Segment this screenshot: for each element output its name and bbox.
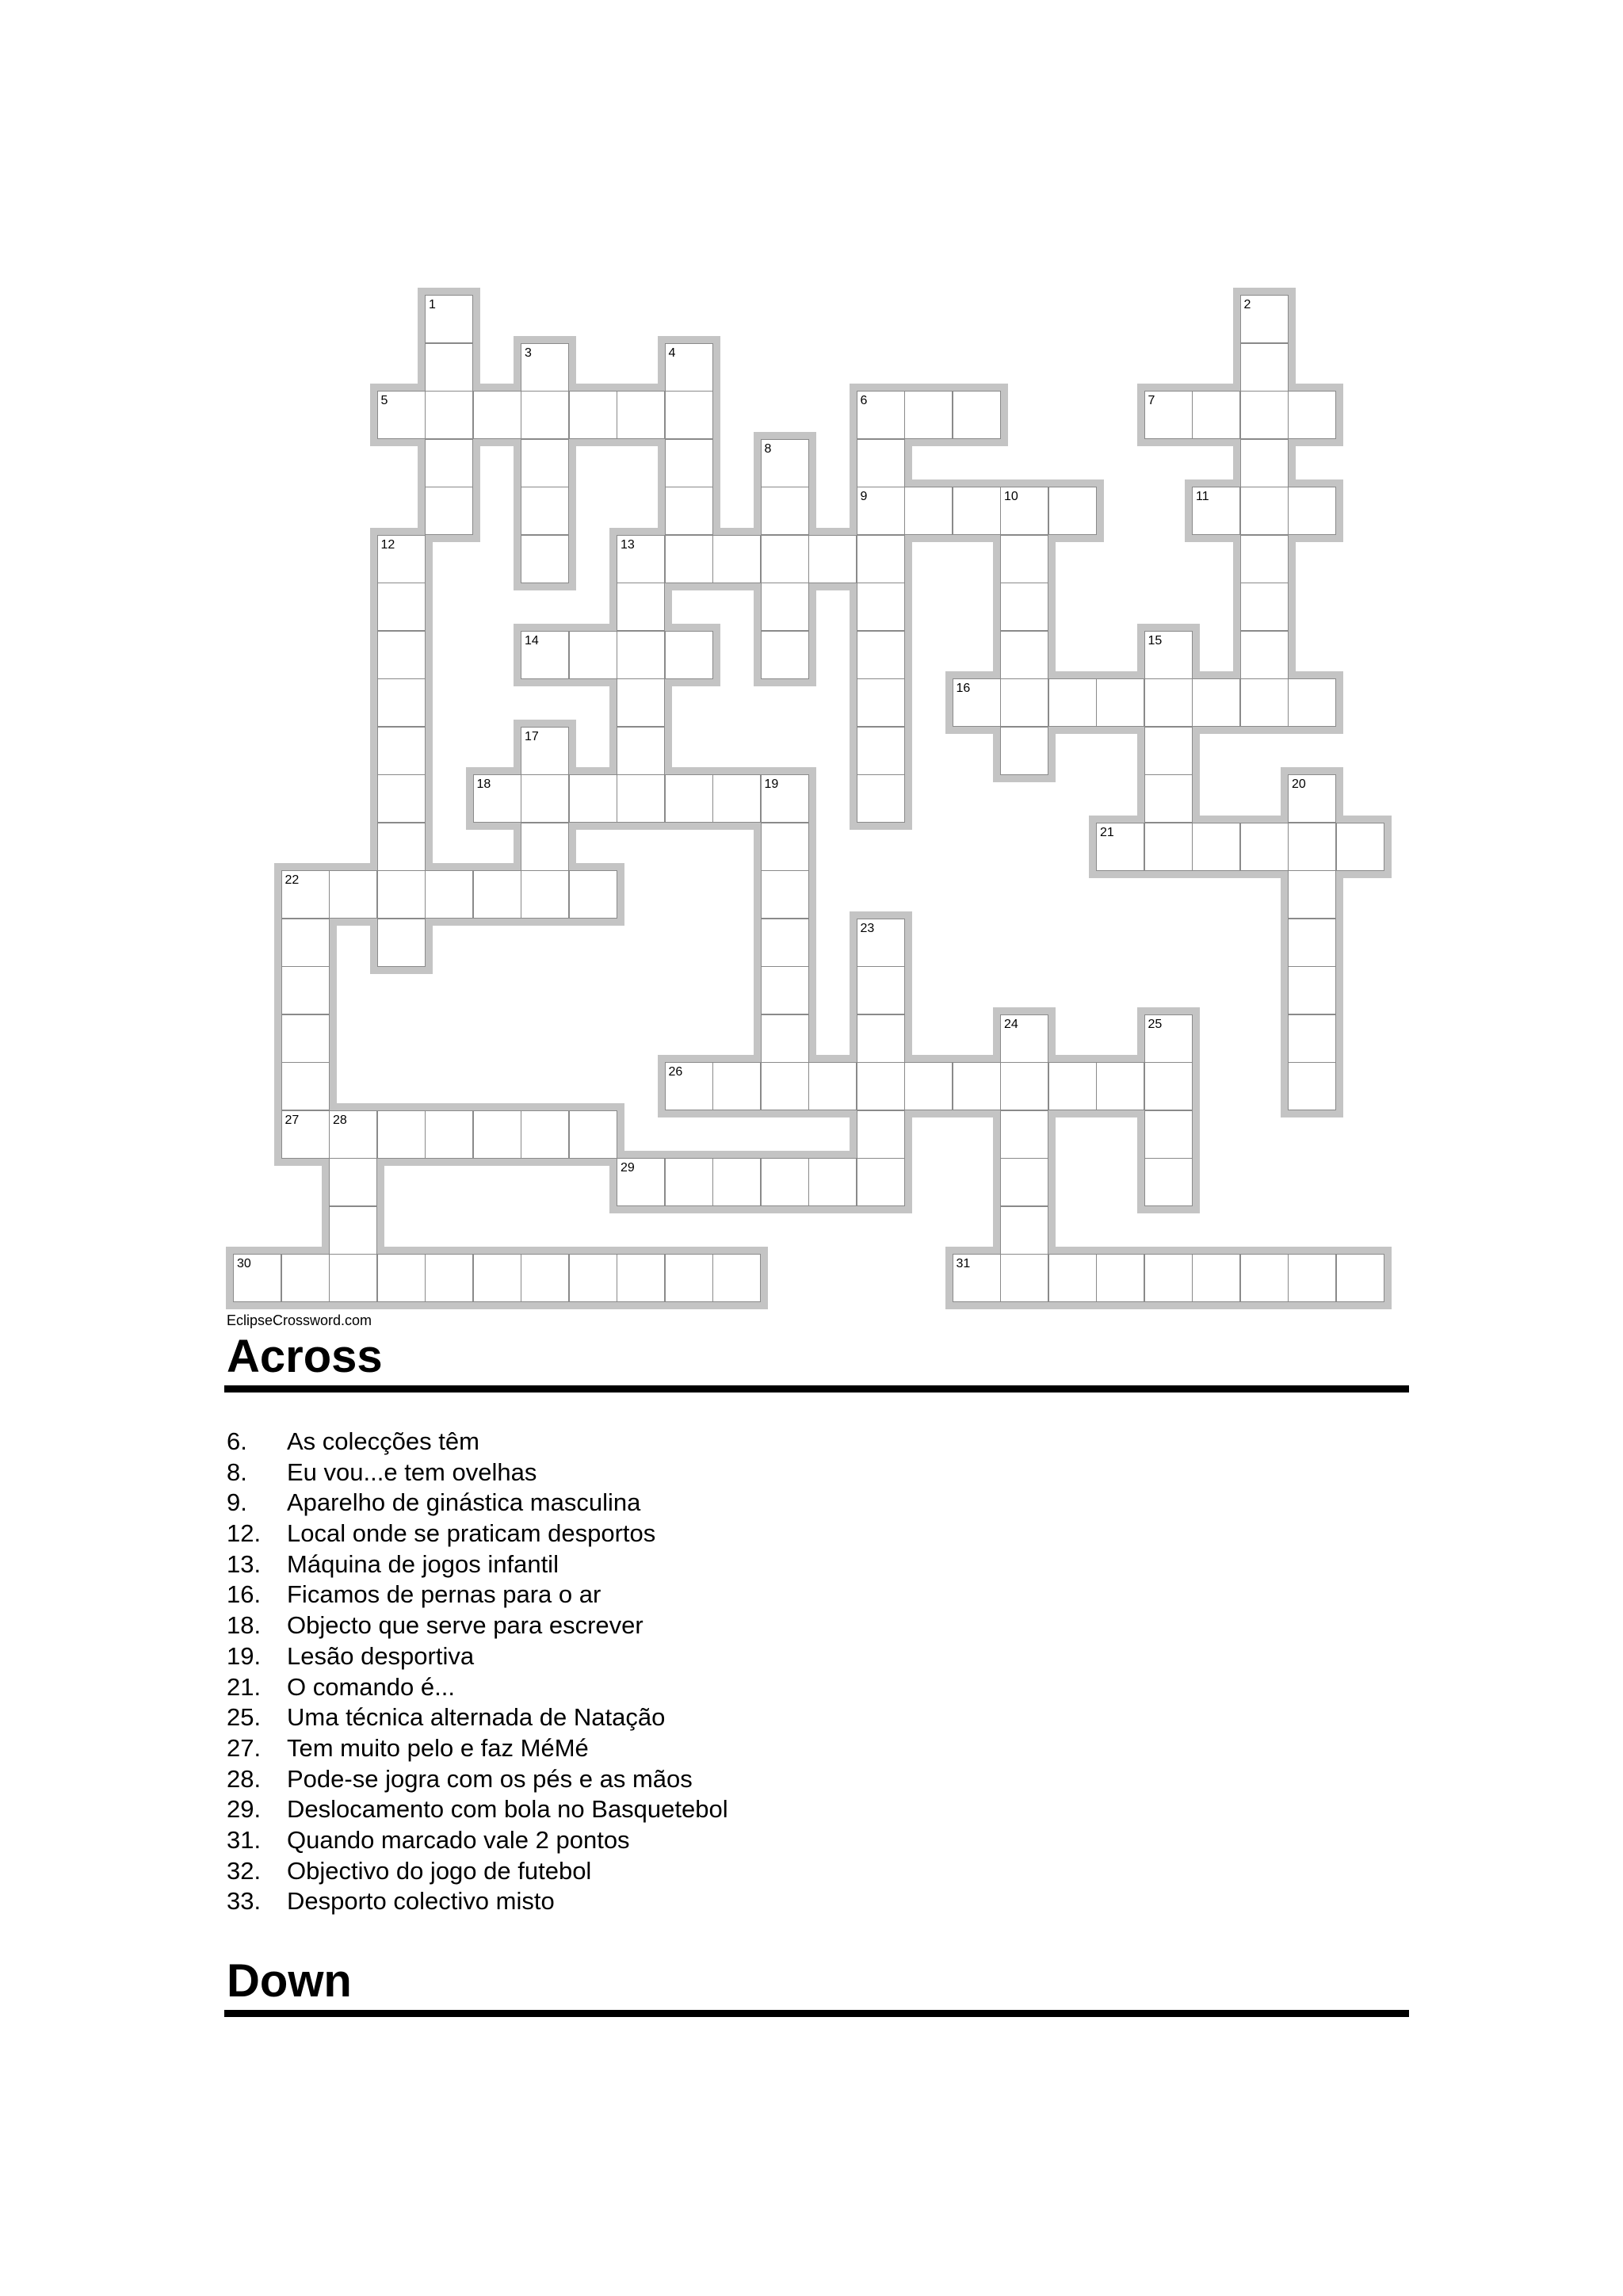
across-clue (227, 1764, 728, 1795)
clue-text: Uma técnica alternada de Natação (287, 1703, 666, 1732)
clue-number-label: 28 (333, 1113, 347, 1127)
grid-cell-face (857, 583, 905, 631)
grid-cell-face (521, 535, 569, 583)
across-clue (227, 1519, 728, 1549)
grid-cell-face (1144, 727, 1193, 775)
grid-cell-face (569, 870, 617, 919)
grid-cell-face (1000, 1254, 1048, 1302)
grid-cell-face (473, 391, 521, 439)
clue-text: Eu vou...e tem ovelhas (287, 1457, 537, 1486)
grid-cell-face (1336, 1254, 1384, 1302)
clue-number-label: 26 (668, 1065, 683, 1079)
grid-cell-face (665, 487, 713, 535)
grid-cell-face (1000, 727, 1048, 775)
clue-number-label: 27 (285, 1113, 300, 1127)
grid-cell-face (1192, 678, 1240, 727)
grid-cell-face (761, 631, 809, 679)
across-clue (227, 1794, 728, 1825)
clue-number-label: 16 (956, 682, 971, 695)
across-rule (224, 1385, 1409, 1392)
grid-cell-face (329, 1158, 377, 1206)
clue-number: 29. (227, 1795, 262, 1824)
grid-cell-face (761, 487, 809, 535)
clue-text: Objecto que serve para escrever (287, 1611, 643, 1640)
grid-cell-face (761, 583, 809, 631)
clue-number: 25. (227, 1703, 262, 1732)
grid-cell-face (569, 774, 617, 823)
grid-cell-face (761, 870, 809, 919)
grid-cell-face (1144, 774, 1193, 823)
grid-cell-face (1288, 919, 1336, 967)
across-clue (227, 1886, 728, 1917)
grid-cell-face (904, 391, 953, 439)
clue-number-label: 18 (476, 777, 491, 791)
grid-cell-face (1240, 631, 1289, 679)
grid-cell-face (1048, 678, 1097, 727)
clue-number-label: 17 (525, 729, 539, 743)
grid-cell-face (521, 774, 569, 823)
clue-number: 6. (227, 1427, 247, 1455)
clue-number: 13. (227, 1549, 262, 1578)
grid-cell-face (761, 966, 809, 1014)
grid-cell-face (808, 1158, 857, 1206)
grid-cell-face (1240, 535, 1289, 583)
grid-cell-face (712, 1254, 761, 1302)
grid-cell-face (425, 439, 473, 487)
grid-cell-face (857, 774, 905, 823)
clue-number-label: 9 (860, 490, 868, 503)
grid-cell-face (473, 1254, 521, 1302)
grid-cell-face (617, 391, 665, 439)
clue-number-label: 4 (668, 346, 676, 360)
grid-cell-face (377, 727, 426, 775)
clue-number-label: 7 (1148, 394, 1155, 407)
grid-cell-face (1192, 391, 1240, 439)
grid-cell-face (377, 1110, 426, 1159)
grid-cell-face (425, 1110, 473, 1159)
grid-cell-face (377, 823, 426, 871)
grid-cell-face (521, 1254, 569, 1302)
across-clue (227, 1488, 728, 1519)
grid-cell-face (521, 870, 569, 919)
grid-cell-face (761, 1014, 809, 1063)
across-clue (227, 1580, 728, 1610)
across-clue (227, 1672, 728, 1703)
clue-number-label: 30 (237, 1257, 251, 1270)
clue-text: Ficamos de pernas para o ar (287, 1580, 601, 1609)
clue-number: 18. (227, 1611, 262, 1640)
grid-cell-face (569, 1254, 617, 1302)
grid-cell-face (857, 1062, 905, 1110)
clue-number-label: 19 (764, 777, 779, 791)
grid-cell-face (712, 1158, 761, 1206)
grid-cell-face (1048, 1062, 1097, 1110)
grid-cell-face (569, 1110, 617, 1159)
grid-cell-face (1288, 678, 1336, 727)
grid-cell-face (665, 535, 713, 583)
clue-number-label: 12 (380, 537, 395, 552)
grid-cell-face (1288, 391, 1336, 439)
across-clue (227, 1641, 728, 1672)
grid-cell-face (857, 535, 905, 583)
grid-cell-face (1048, 487, 1097, 535)
grid-cell-face (377, 870, 426, 919)
grid-cell-face (1000, 1110, 1048, 1159)
grid-cell-face (1288, 966, 1336, 1014)
clue-number-label: 31 (956, 1257, 971, 1270)
clue-number-label: 23 (860, 921, 875, 935)
grid-cell-face (1000, 1158, 1048, 1206)
grid-cell-face (712, 774, 761, 823)
clue-text: Lesão desportiva (287, 1641, 475, 1670)
grid-cell-face (1000, 678, 1048, 727)
clue-number-label: 11 (1196, 490, 1209, 503)
grid-cell-face (1000, 631, 1048, 679)
clue-number-label: 13 (621, 537, 635, 552)
down-rule (224, 2010, 1409, 2017)
grid-cell-face (1000, 1062, 1048, 1110)
clue-number: 33. (227, 1887, 262, 1916)
clue-text: As colecções têm (287, 1427, 479, 1455)
grid-cell-face (281, 919, 330, 967)
grid-cell-face (953, 391, 1001, 439)
grid-cell-face (665, 1158, 713, 1206)
grid-cell-face (377, 919, 426, 967)
clue-number: 28. (227, 1764, 262, 1793)
grid-cell-face (1144, 1062, 1193, 1110)
grid-cell-face (1096, 678, 1144, 727)
grid-cell-face (329, 1254, 377, 1302)
grid-cell-face (808, 535, 857, 583)
grid-cell-face (521, 487, 569, 535)
across-clue (227, 1856, 728, 1887)
grid-cell-face (904, 487, 953, 535)
grid-cell-face (473, 1110, 521, 1159)
grid-cell-face (1192, 823, 1240, 871)
clue-text: Desporto colectivo misto (287, 1887, 555, 1916)
grid-cell-face (665, 391, 713, 439)
grid-cell-face (1288, 1062, 1336, 1110)
clue-number-label: 14 (525, 633, 539, 648)
grid-cell-face (1240, 583, 1289, 631)
grid-cell-face (1048, 1254, 1097, 1302)
clue-number-label: 3 (525, 346, 532, 360)
grid-cell-face (281, 1254, 330, 1302)
grid-cell-face (1000, 1206, 1048, 1255)
grid-cell-face (808, 1062, 857, 1110)
across-clue-list (227, 1427, 728, 1917)
clue-number: 12. (227, 1519, 262, 1548)
grid-cell-face (1288, 1014, 1336, 1063)
grid-cell-face (761, 535, 809, 583)
grid-cell-face (377, 1254, 426, 1302)
grid-cell-face (1144, 1110, 1193, 1159)
grid-cell-face (1240, 487, 1289, 535)
clue-number-label: 8 (764, 441, 772, 456)
grid-cell-face (377, 631, 426, 679)
across-clue (227, 1549, 728, 1580)
across-clue (227, 1825, 728, 1856)
grid-cell-face (857, 631, 905, 679)
grid-cell-face (761, 1158, 809, 1206)
grid-cell-face (521, 439, 569, 487)
clue-number: 8. (227, 1457, 247, 1486)
grid-cell-face (425, 391, 473, 439)
grid-cell-face (857, 678, 905, 727)
clue-number: 19. (227, 1641, 262, 1670)
clue-text: Tem muito pelo e faz MéMé (287, 1733, 589, 1762)
grid-cell-face (1288, 487, 1336, 535)
grid-cell-face (761, 823, 809, 871)
grid-cell-face (1240, 343, 1289, 392)
grid-cell-face (425, 1254, 473, 1302)
grid-cell-face (617, 678, 665, 727)
grid-cell-face (712, 1062, 761, 1110)
clue-number-label: 15 (1148, 633, 1163, 648)
grid-cell-face (857, 1110, 905, 1159)
clue-number: 31. (227, 1825, 262, 1854)
across-clue (227, 1702, 728, 1733)
grid-cell-face (1144, 1254, 1193, 1302)
grid-cell-face (1336, 823, 1384, 871)
across-clue (227, 1610, 728, 1641)
across-clue (227, 1427, 728, 1457)
grid-cell-face (1240, 678, 1289, 727)
clue-number-label: 6 (860, 394, 868, 407)
clue-text: Local onde se praticam desportos (287, 1519, 656, 1548)
clue-text: O comando é... (287, 1672, 455, 1701)
grid-cell-face (617, 583, 665, 631)
grid-cell-face (1000, 583, 1048, 631)
grid-cell-face (377, 583, 426, 631)
grid-cell-face (665, 774, 713, 823)
grid-cell-face (281, 1014, 330, 1063)
grid-cell-face (425, 870, 473, 919)
grid-cell-face (521, 1110, 569, 1159)
across-heading: Across (227, 1331, 383, 1382)
clue-number: 9. (227, 1488, 247, 1517)
grid-cell-face (665, 439, 713, 487)
grid-cell-face (857, 1158, 905, 1206)
grid-cell-face (712, 535, 761, 583)
clue-text: Quando marcado vale 2 pontos (287, 1825, 630, 1854)
grid-cell-face (953, 1062, 1001, 1110)
grid-cell-face (1144, 678, 1193, 727)
clue-number-label: 20 (1292, 777, 1306, 791)
grid-cell-face (761, 919, 809, 967)
credit-text: EclipseCrossword.com (227, 1312, 372, 1328)
clue-text: Deslocamento com bola no Basquetebol (287, 1795, 728, 1824)
clue-text: Pode-se jogra com os pés e as mãos (287, 1764, 693, 1793)
clue-text: Máquina de jogos infantil (287, 1549, 559, 1578)
grid-cell-face (617, 631, 665, 679)
clue-number: 32. (227, 1856, 262, 1885)
grid-cell-face (1096, 1254, 1144, 1302)
grid-cell-face (377, 774, 426, 823)
clue-number-label: 22 (285, 873, 300, 887)
grid-cell-face (473, 870, 521, 919)
clue-number-label: 25 (1148, 1017, 1163, 1031)
grid-cell-face (665, 631, 713, 679)
grid-cell-face (377, 678, 426, 727)
clue-number-label: 24 (1004, 1017, 1018, 1031)
clue-number-label: 2 (1243, 298, 1251, 311)
down-heading: Down (227, 1955, 352, 2007)
grid-cell-face (1000, 535, 1048, 583)
grid-cell-face (1240, 823, 1289, 871)
clue-number-label: 1 (429, 298, 436, 311)
grid-cell-face (1288, 823, 1336, 871)
grid-cell-face (521, 823, 569, 871)
grid-cell-face (569, 391, 617, 439)
grid-cell-face (1288, 870, 1336, 919)
grid-cell-face (281, 966, 330, 1014)
clue-text: Aparelho de ginástica masculina (287, 1488, 641, 1517)
grid-cell-face (617, 1254, 665, 1302)
grid-cell-face (1096, 1062, 1144, 1110)
grid-cell-face (329, 1206, 377, 1255)
grid-cell-face (1240, 1254, 1289, 1302)
clue-number: 27. (227, 1733, 262, 1762)
grid-cell-face (1240, 391, 1289, 439)
grid-cell-face (857, 966, 905, 1014)
grid-cell-face (281, 1062, 330, 1110)
grid-cell-face (1144, 1158, 1193, 1206)
grid-cell-face (569, 631, 617, 679)
grid-cell-face (521, 391, 569, 439)
grid-cell-face (953, 487, 1001, 535)
grid-cell-face (665, 1254, 713, 1302)
grid-cell-face (425, 343, 473, 392)
grid-cell-face (857, 727, 905, 775)
grid-cell-face (617, 774, 665, 823)
clue-number-label: 29 (621, 1161, 635, 1175)
clue-text: Objectivo do jogo de futebol (287, 1856, 592, 1885)
grid-cell-face (904, 1062, 953, 1110)
grid-cell-face (857, 1014, 905, 1063)
grid-cell-face (617, 727, 665, 775)
grid-cell-face (761, 1062, 809, 1110)
clue-number-label: 5 (380, 394, 388, 407)
across-clue (227, 1457, 728, 1488)
grid-cell-face (1240, 439, 1289, 487)
clue-number-label: 21 (1100, 825, 1114, 839)
grid-cell-face (425, 487, 473, 535)
grid-cell-face (1144, 823, 1193, 871)
across-clue (227, 1733, 728, 1764)
grid-cell-face (857, 439, 905, 487)
grid-cell-face (1192, 1254, 1240, 1302)
clue-number: 16. (227, 1580, 262, 1609)
grid-cell-face (329, 870, 377, 919)
clue-number-label: 10 (1004, 490, 1018, 503)
grid-cell-face (1288, 1254, 1336, 1302)
clue-number: 21. (227, 1672, 262, 1701)
